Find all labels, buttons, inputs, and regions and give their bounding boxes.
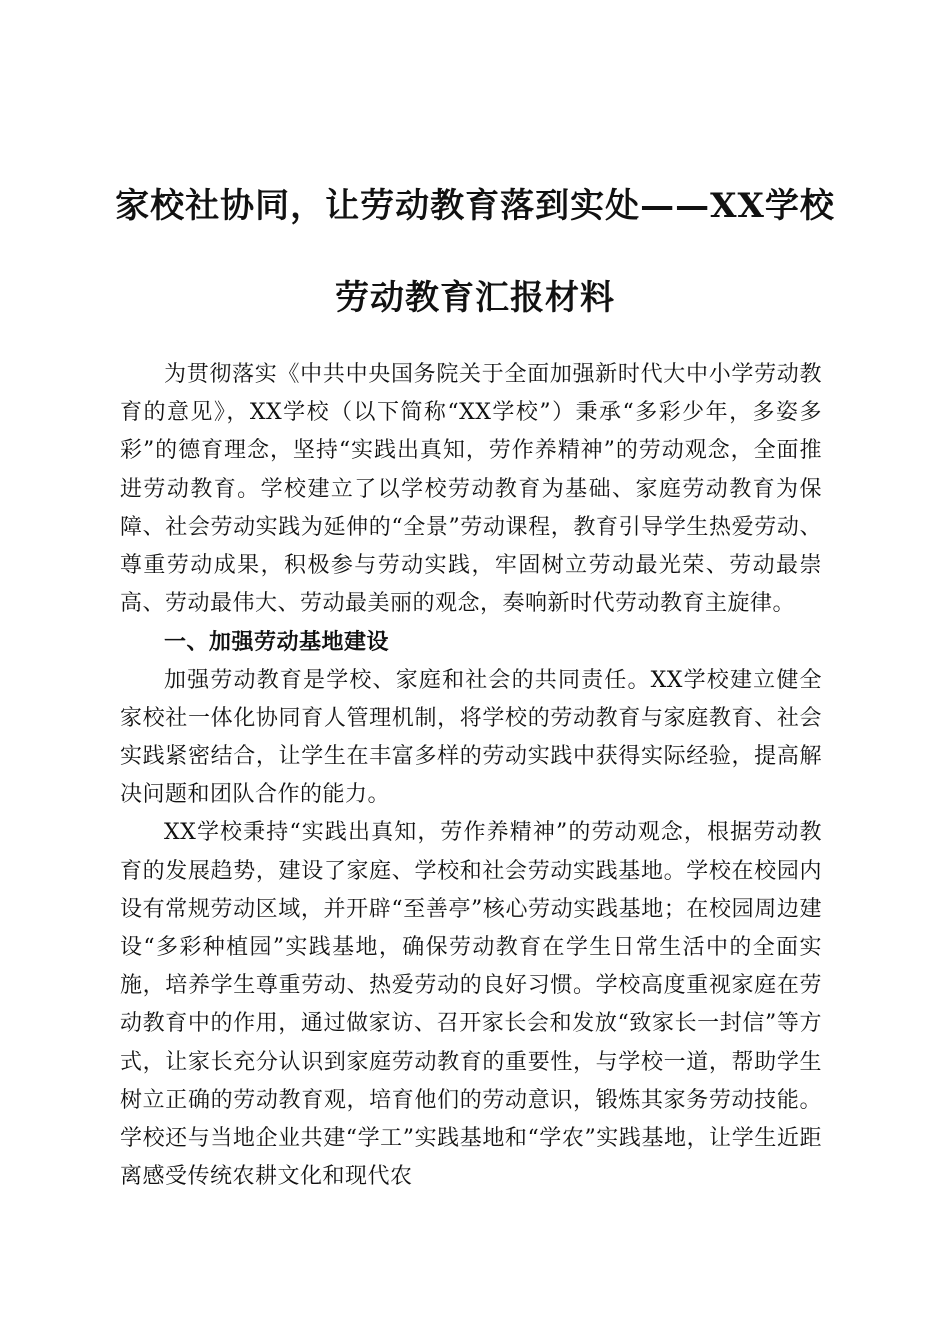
document-title: 家校社协同，让劳动教育落到实处——XX学校劳动教育汇报材料 (115, 186, 835, 318)
section-heading: 一、加强劳动基地建设 (164, 629, 390, 656)
section-paragraph: 加强劳动教育是学校、家庭和社会的共同责任。XX学校建立健全家校社一体化协同育人管理机制，将学校的劳动教育与家庭教育、社会实践紧密结合，让学生在丰富多样的劳动实践中获得实际经验，提高解决问题和团队合作的能力。 (120, 667, 822, 808)
document-body (120, 356, 822, 1196)
section-paragraph: XX学校秉持“实践出真知，劳作养精神”的劳动观念，根据劳动教育的发展趋势，建设了家庭、学校和社会劳动实践基地。学校在校园内设有常规劳动区域，并开辟“至善亭”核心劳动实践基地；在校园周边建设“多彩种植园”实践基地，确保劳动教育在学生日常生活中的全面实施，培养学生尊重劳动、热爱劳动的良好习惯。学校高度重视家庭在劳动教育中的作用，通过做家访、召开家长会和发放“致家长一封信”等方式，让家长充分认识到家庭劳动教育的重要性，与学校一道，帮助学生树立正确的劳动教育观，培育他们的劳动意识，锻炼其家务劳动技能。学校还与当地企业共建“学工”实践基地和“学农”实践基地，让学生近距离感受传统农耕文化和现代农 (120, 820, 822, 1190)
intro-paragraph: 为贯彻落实《中共中央国务院关于全面加强新时代大中小学劳动教育的意见》，XX学校（以下简称“XX学校”）秉承“多彩少年，多姿多彩”的德育理念，坚持“实践出真知，劳作养精神”的劳动观念，全面推进劳动教育。学校建立了以学校劳动教育为基础、家庭劳动教育为保障、社会劳动实践为延伸的“全景”劳动课程，教育引导学生热爱劳动、尊重劳动成果，积极参与劳动实践，牢固树立劳动最光荣、劳动最崇高、劳动最伟大、劳动最美丽的观念，奏响新时代劳动教育主旋律。 (120, 362, 822, 617)
